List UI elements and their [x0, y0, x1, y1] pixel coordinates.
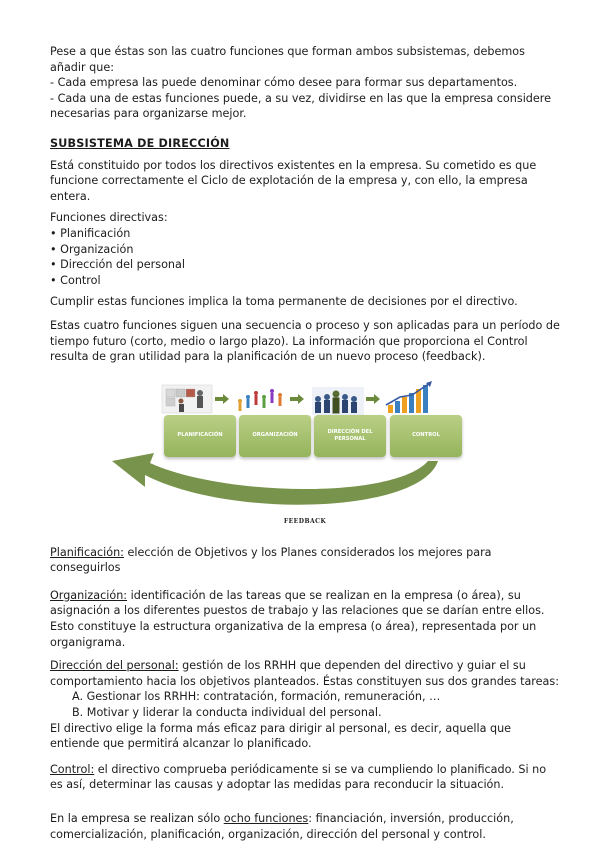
- text-direccion: gestión de los RRHH que dependen del directivo y guiar el su comportamiento hacia los objetivos planteados. Éstas constituyen sus dos grandes tareas:: [50, 659, 559, 688]
- section-paragraph-1: Está constituido por todos los directivos existentes en la empresa. Su cometido es que funcione correctamente el Ciclo de explotación de la empresa y, con ello, la empresa entera.: [50, 158, 537, 203]
- closing-paragraph: [50, 811, 560, 842]
- intro-line-2: - Cada empresa las puede denominar cómo desee para formar sus departamentos.: [50, 76, 518, 90]
- tasks-list: [50, 689, 560, 720]
- definition-control: [50, 762, 560, 793]
- box-direccion-personal: DIRECCIÓN DEL PERSONAL: [314, 415, 386, 457]
- text-control: el directivo comprueba periódicamente si se va cumpliendo lo planificado. Si no es así, determinar las causas y adoptar las medidas para reconducir la situación.: [50, 762, 547, 792]
- intro-line-1: Pese a que éstas son las cuatro funciones que forman ambos subsistemas, debemos añadir que:: [50, 45, 525, 74]
- term-direccion: Dirección del personal:: [50, 659, 179, 673]
- box-planificacion: PLANIFICACIÓN: [164, 415, 236, 457]
- list-item: • Planificación: [50, 226, 560, 242]
- direccion-after: El directivo elige la forma más eficaz para dirigir al personal, es decir, aquella que entiende que permitirá alcanzar lo planificado.: [50, 721, 512, 751]
- section-paragraph-3: Estas cuatro funciones siguen una secuencia o proceso y son aplicadas para un período de tiempo futuro (corto, medio o largo plazo). La información que proporciona el Control resulta de gran utilidad para la planificación de un nuevo proceso (feedback).: [50, 318, 560, 364]
- text-planificacion: elección de Objetivos y los Planes considerados los mejores para conseguirlos: [50, 545, 492, 575]
- organization-illustration-icon: [238, 389, 282, 411]
- feedback-label: FEEDBACK: [283, 517, 327, 525]
- closing-term: ocho funciones: [223, 812, 309, 825]
- intro-line-3: - Cada una de estas funciones puede, a su vez, dividirse en las que la empresa considere necesarias para organizarse mejor.: [50, 91, 552, 121]
- box-organizacion: ORGANIZACIÓN: [239, 415, 311, 457]
- planning-illustration-icon: [162, 385, 212, 413]
- section-paragraph-2: Cumplir estas funciones implica la toma permanente de decisiones por el directivo.: [50, 295, 518, 309]
- arrow-icon: [366, 394, 380, 404]
- definition-direccion: [50, 658, 560, 689]
- definition-planificacion: [50, 545, 560, 576]
- box-control: CONTROL: [390, 415, 462, 457]
- closing-before: En la empresa se realizan sólo: [50, 812, 224, 825]
- list-item: B. Motivar y liderar la conducta individual del personal.: [72, 706, 382, 720]
- feedback-arrow: [112, 453, 438, 505]
- list-item: • Organización: [50, 242, 560, 258]
- definition-organizacion: [50, 588, 560, 650]
- closing-after: : financiación, inversión, producción, comercialización, planificación, organización, dirección del personal y control.: [50, 812, 514, 841]
- process-diagram: [50, 379, 560, 529]
- arrow-icon: [290, 394, 304, 404]
- section-title: SUBSISTEMA DE DIRECCIÓN: [50, 136, 230, 150]
- term-planificacion: Planificación:: [50, 545, 124, 559]
- functions-label: Funciones directivas:: [50, 211, 168, 225]
- control-illustration-icon: [386, 381, 432, 413]
- personnel-illustration-icon: [312, 387, 364, 415]
- list-item: • Dirección del personal: [50, 257, 560, 273]
- text-organizacion: identificación de las tareas que se realizan en la empresa (o área), su asignación a los diferentes puestos de trabajo y las relaciones que se darían entre ellos. Esto constituye la estructura organizativa de la empresa (o área), representada por un organigrama.: [50, 588, 545, 649]
- list-item: A. Gestionar los RRHH: contratación, formación, remuneración, …: [72, 690, 441, 704]
- term-organizacion: Organización:: [50, 588, 128, 602]
- functions-list: [50, 226, 560, 288]
- arrow-icon: [215, 394, 229, 404]
- term-control: Control:: [50, 762, 95, 776]
- list-item: • Control: [50, 273, 560, 289]
- document-page: [50, 44, 560, 842]
